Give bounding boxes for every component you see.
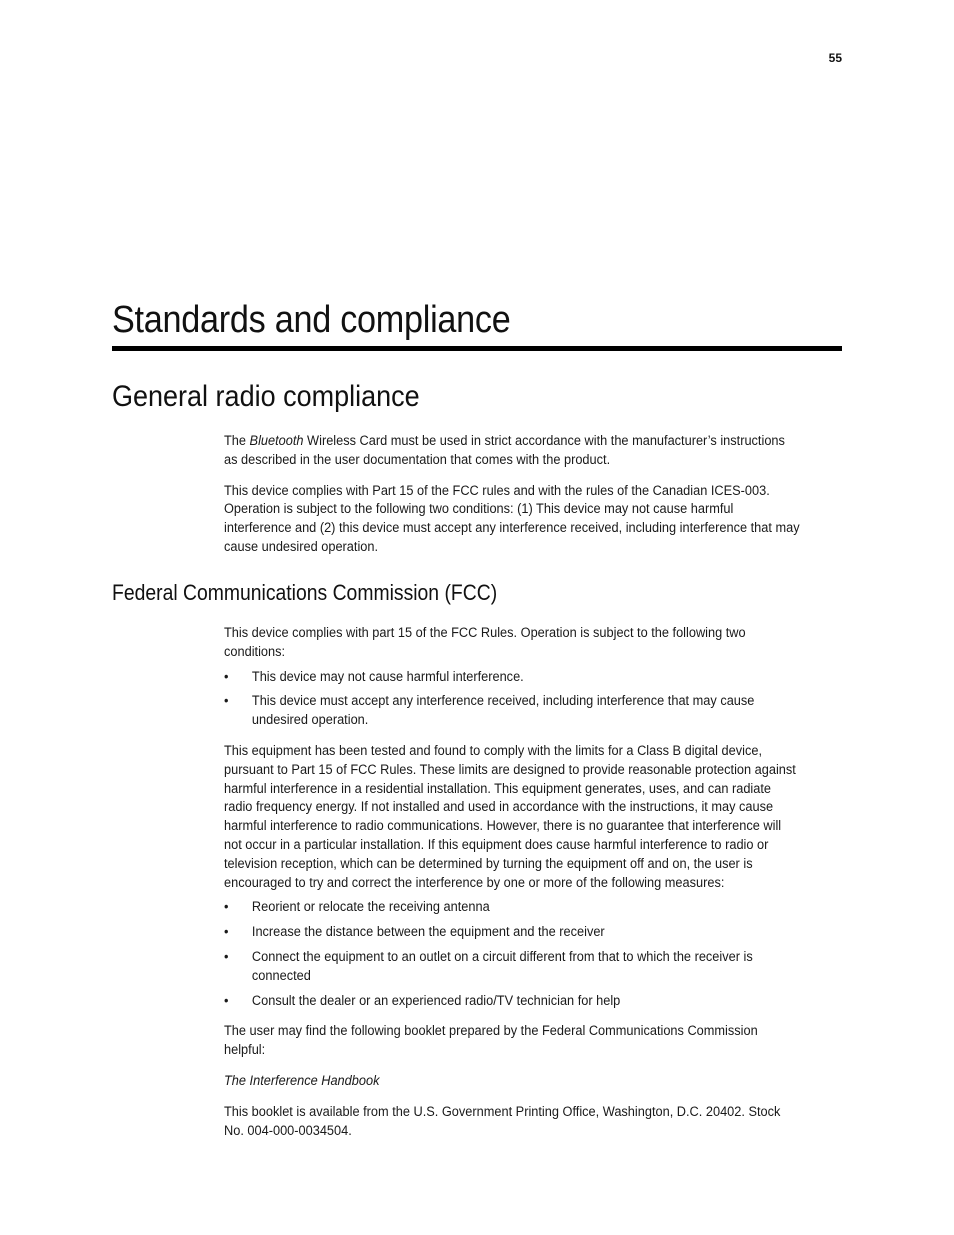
booklet-intro-paragraph: The user may find the following booklet prepared by the Federal Communications Commission helpful:: [224, 1023, 758, 1059]
fcc-conditions-list: [224, 668, 800, 730]
list-item: • Increase the distance between the equipment and the receiver: [224, 923, 800, 942]
fcc-intro-paragraph: This device complies with part 15 of the FCC Rules. Operation is subject to the following two conditions:: [224, 625, 746, 660]
fcc-measures-list: [224, 898, 800, 1010]
ices-compliance-paragraph: This device complies with Part 15 of the FCC rules and with the rules of the Canadian ICES-003. Operation is subject to the following two conditions: (1) This device may not cause harmful interference and (2) this device must accept any interference received, including interference that may cause undesired operation.: [224, 482, 800, 555]
page-number: 55: [828, 51, 842, 65]
booklet-availability-paragraph: This booklet is available from the U.S. Government Printing Office, Washington, D.C. 20402. Stock No. 004-000-0034504.: [224, 1103, 781, 1139]
general-radio-body: [224, 432, 800, 557]
list-item: • Connect the equipment to an outlet on a circuit different from that to which the receiver is connected: [224, 948, 800, 986]
class-b-equipment-paragraph: This equipment has been tested and found to comply with the limits for a Class B digital device, pursuant to Part 15 of FCC Rules. These limits are designed to provide reasonable protection against harmful interference in a residential installation. This equipment generates, uses, and can radiate radio frequency energy. If not installed and used in accordance with the instructions, it may cause harmful interference to radio communications. However, there is no guarantee that interference will not occur in a particular installation. If this equipment does cause harmful interference to radio or television reception, which can be determined by turning the equipment off and on, the user is encouraged to try and correct the interference by one or more of the following measures:: [224, 742, 796, 891]
section-title-fcc: Federal Communications Commission (FCC): [112, 580, 498, 605]
list-item: • Consult the dealer or an experienced radio/TV technician for help: [224, 992, 800, 1011]
section-title-general-radio: General radio compliance: [112, 380, 420, 413]
list-item: • Reorient or relocate the receiving antenna: [224, 898, 800, 917]
bluetooth-usage-paragraph: [224, 432, 800, 470]
booklet-title-text: The Interference Handbook: [224, 1072, 380, 1089]
bluetooth-term: Bluetooth: [249, 433, 304, 449]
chapter-title: Standards and compliance: [112, 299, 511, 341]
fcc-body: [224, 624, 800, 1140]
para-suffix: Wireless Card must be used in strict accordance with the manufacturer’s instructions as described in the user documentation that comes with the product.: [224, 433, 785, 468]
para-prefix: The: [224, 433, 250, 449]
list-item: • This device may not cause harmful interference.: [224, 668, 800, 687]
chapter-title-rule: [112, 346, 842, 351]
booklet-title: [224, 1072, 800, 1091]
list-item: • This device must accept any interference received, including interference that may cause undesired operation.: [224, 692, 800, 730]
